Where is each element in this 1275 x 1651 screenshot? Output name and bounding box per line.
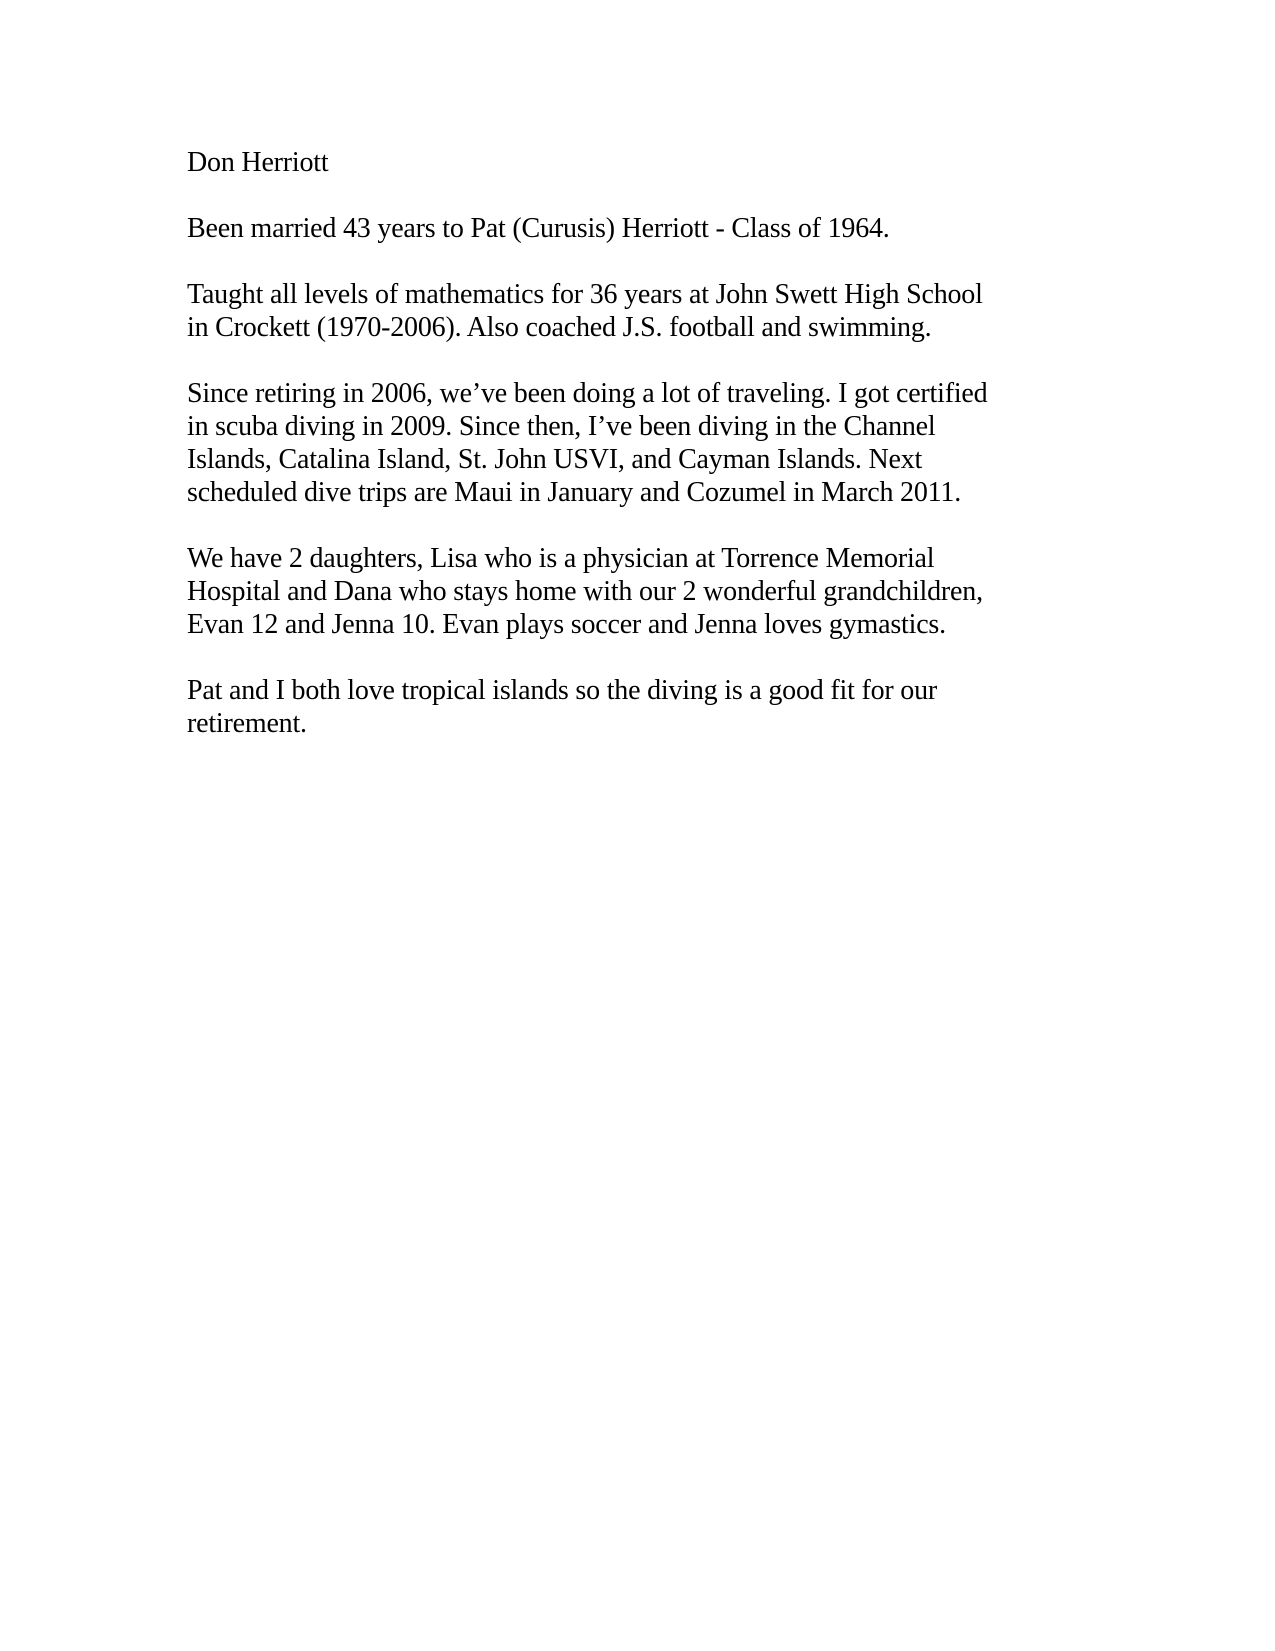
paragraph-travel-diving: Since retiring in 2006, we’ve been doing a lot of traveling. I got certified in scuba diving in 2009. Since then, I’ve been diving in the Channel Islands, Catalina Island, St. John USVI, and Cayman Islands. Next scheduled dive trips are Maui in January and Cozumel in March 2011. <box>187 378 988 508</box>
paragraph-family: We have 2 daughters, Lisa who is a physician at Torrence Memorial Hospital and Dana who stays home with our 2 wonderful grandchildren, Evan 12 and Jenna 10. Evan plays soccer and Jenna loves gymastics. <box>187 543 983 640</box>
paragraph-teaching: Taught all levels of mathematics for 36 years at John Swett High School in Crockett (1970-2006). Also coached J.S. football and swimming. <box>187 279 983 343</box>
document-body <box>187 146 1087 740</box>
paragraph-marriage: Been married 43 years to Pat (Curusis) Herriott - Class of 1964. <box>187 213 890 244</box>
paragraph-retirement: Pat and I both love tropical islands so the diving is a good fit for our retirement. <box>187 675 938 739</box>
author-name: Don Herriott <box>187 147 329 178</box>
